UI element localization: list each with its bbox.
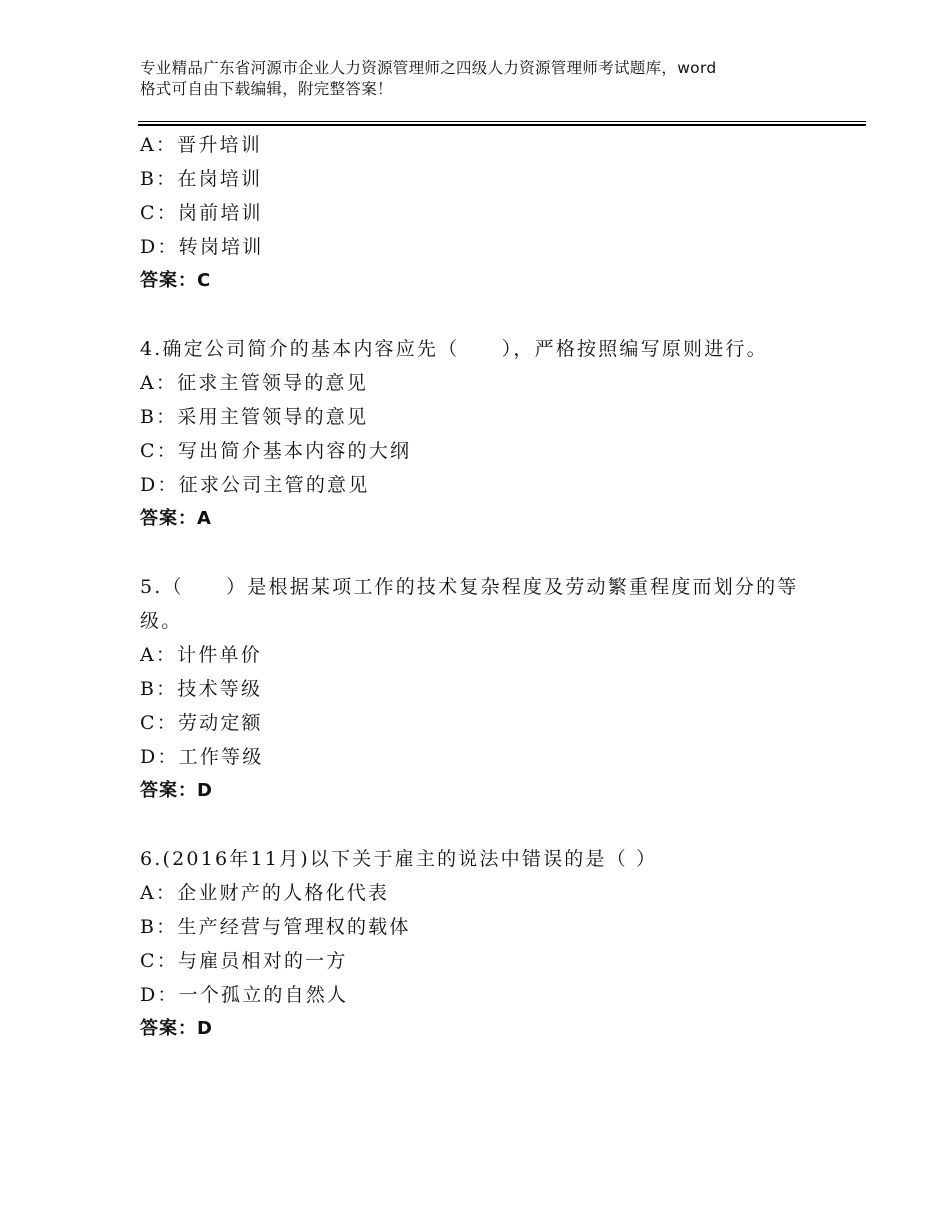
question-6 [140, 842, 860, 1046]
option-b: B：生产经营与管理权的载体 [140, 916, 411, 938]
option-b: B：在岗培训 [140, 168, 263, 190]
question-stem: 6.(2016年11月)以下关于雇主的说法中错误的是（ ） [140, 848, 658, 870]
header-line-2: 格式可自由下载编辑，附完整答案！ [140, 80, 393, 98]
option-d: D：工作等级 [140, 746, 264, 768]
option-b: B：技术等级 [140, 678, 263, 700]
spacer [140, 808, 860, 842]
option-d: D：转岗培训 [140, 236, 264, 258]
question-stem: 4.确定公司简介的基本内容应先（ ），严格按照编写原则进行。 [140, 338, 768, 360]
spacer [140, 536, 860, 570]
option-b: B：采用主管领导的意见 [140, 406, 369, 428]
document-header [140, 58, 840, 100]
header-divider [138, 121, 866, 126]
question-3 [140, 128, 860, 298]
option-a: A：计件单价 [140, 644, 262, 666]
question-5 [140, 570, 860, 808]
answer: 答案：D [140, 1018, 213, 1039]
option-c: C：写出简介基本内容的大纲 [140, 440, 412, 462]
question-4 [140, 332, 860, 536]
option-a: A：晋升培训 [140, 134, 262, 156]
option-a: A：征求主管领导的意见 [140, 372, 368, 394]
question-list [140, 128, 860, 1046]
option-c: C：与雇员相对的一方 [140, 950, 348, 972]
answer: 答案：D [140, 780, 213, 801]
option-a: A：企业财产的人格化代表 [140, 882, 390, 904]
option-c: C：劳动定额 [140, 712, 263, 734]
answer: 答案：C [140, 270, 212, 291]
option-d: D：征求公司主管的意见 [140, 474, 370, 496]
answer: 答案：A [140, 508, 212, 529]
question-stem: 5.（ ）是根据某项工作的技术复杂程度及劳动繁重程度而划分的等级。 [140, 576, 799, 632]
option-d: D：一个孤立的自然人 [140, 984, 349, 1006]
option-c: C：岗前培训 [140, 202, 263, 224]
header-line-1: 专业精品广东省河源市企业人力资源管理师之四级人力资源管理师考试题库，word [140, 59, 717, 77]
spacer [140, 298, 860, 332]
